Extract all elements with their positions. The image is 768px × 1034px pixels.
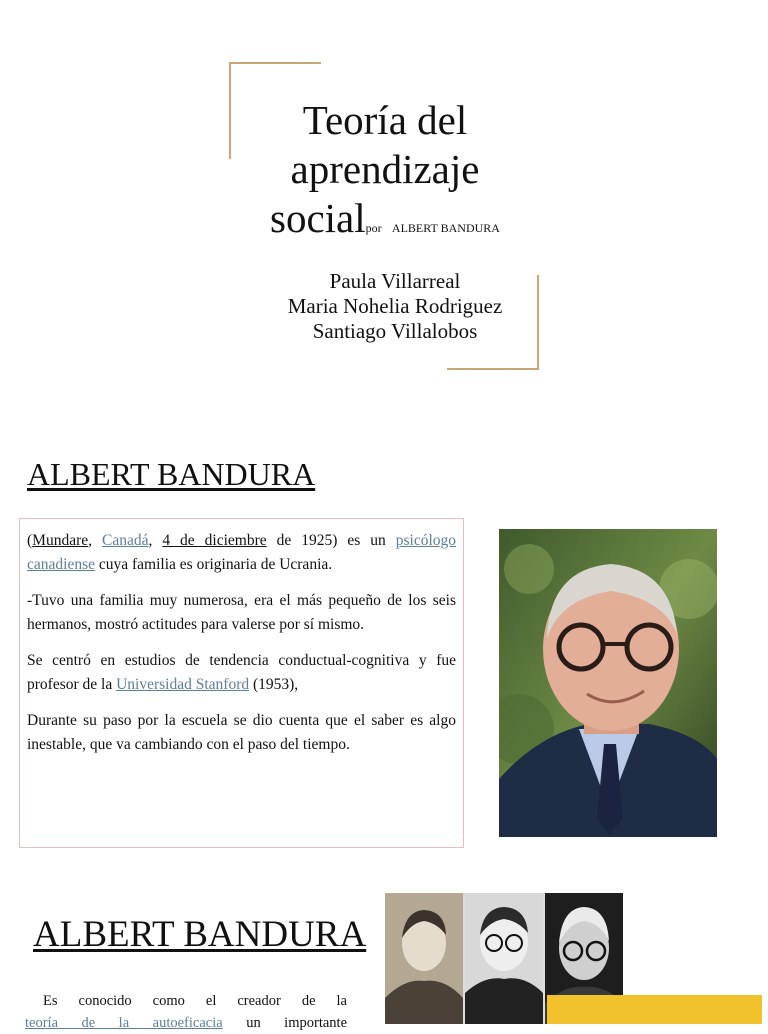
text-fragment: un importante [246, 1015, 347, 1031]
intro-line-2 [25, 1012, 347, 1034]
link-teoria-autoeficacia[interactable]: teoría de la autoeficacia [25, 1015, 223, 1031]
author-name: Paula Villarreal [329, 269, 461, 293]
link-universidad-stanford[interactable]: Universidad Stanford [116, 676, 250, 693]
link-canada[interactable]: Canadá [101, 532, 149, 549]
bio-paragraph-2: -Tuvo una familia muy numerosa, era el más pequeño de los seis hermanos, mostró actitudes para valerse por sí mismo. [27, 592, 456, 633]
text-fragment: ( [27, 532, 33, 549]
authors-list [240, 269, 550, 344]
section-heading-2: ALBERT BANDURA [33, 914, 367, 955]
link-mundare[interactable]: Mundare [32, 532, 89, 549]
text-fragment: Se centró en estudios de tendencia conductual-cognitiva y fue profesor de la [27, 652, 456, 693]
title-line-2: aprendizaje [290, 146, 480, 192]
title-line-3 [230, 194, 540, 253]
title-word-social: social [270, 195, 366, 241]
text-fragment: cuya familia es originaria de Ucrania. [95, 556, 333, 573]
link-birth-date[interactable]: 4 de diciembre [162, 532, 267, 549]
intro-line-1: Es conocido como el creador de la [43, 993, 347, 1009]
bio-paragraph-1 [27, 529, 456, 577]
text-fragment: de 1925) es un [266, 532, 396, 549]
title-author: ALBERT BANDURA [391, 221, 500, 235]
link-psicologo-canadiense[interactable]: psicólogo canadiense [27, 532, 457, 573]
title-line-1: Teoría del [302, 97, 468, 143]
yellow-book-cover [547, 995, 762, 1024]
text-fragment: (1953), [249, 676, 299, 693]
intro-paragraph [25, 990, 347, 1034]
title-by: por [365, 221, 382, 235]
text-fragment: , [88, 532, 102, 549]
page-title [230, 96, 540, 253]
section-heading-bio: ALBERT BANDURA [27, 456, 316, 492]
author-name: Santiago Villalobos [312, 319, 478, 343]
author-name: Maria Nohelia Rodriguez [287, 294, 503, 318]
bio-paragraph-3 [27, 649, 456, 697]
portrait-photo [499, 529, 717, 837]
bio-text-box [19, 518, 464, 848]
bio-paragraph-4: Durante su paso por la escuela se dio cuenta que el saber es algo inestable, que va cambiando con el paso del tiempo. [27, 712, 456, 753]
text-fragment: , [148, 532, 163, 549]
